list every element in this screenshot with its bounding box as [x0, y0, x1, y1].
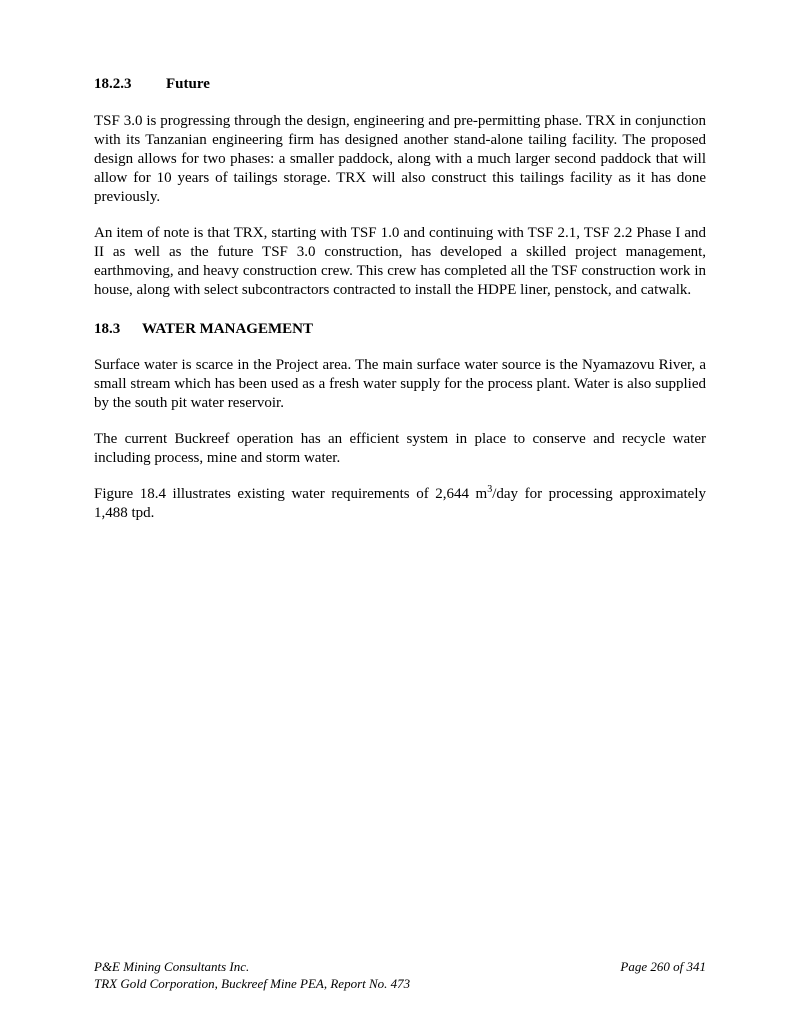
- document-body: [94, 74, 706, 523]
- footer-top-row: [94, 958, 706, 975]
- paragraph-buckreef-operation: The current Buckreef operation has an efficient system in place to conserve and recycle water including process, mine and storm water.: [94, 431, 706, 466]
- paragraph-water-requirements: [94, 485, 706, 523]
- cubic-superscript: 3: [487, 484, 493, 495]
- section-title: WATER MANAGEMENT: [142, 321, 313, 337]
- footer-report: TRX Gold Corporation, Buckreef Mine PEA, Report No. 473: [94, 976, 411, 991]
- paragraph-text-after: /day for processing approximately 1,488 tpd.: [94, 486, 706, 521]
- footer-company: P&E Mining Consultants Inc.: [94, 959, 250, 974]
- paragraph-tsf-3: TSF 3.0 is progressing through the design, engineering and pre-permitting phase. TRX in conjunction with its Tanzanian engineering firm has designed another stand-alone tailing facility. The proposed design allows for two phases: a smaller paddock, along with a much larger second paddock that will allow for 10 years of tailings storage. TRX will also construct this tailings facility as it has done previously.: [94, 113, 706, 205]
- section-number: 18.3: [94, 321, 121, 337]
- paragraph-construction-crew: An item of note is that TRX, starting with TSF 1.0 and continuing with TSF 2.1, TSF 2.2 Phase I and II as well as the future TSF 3.0 construction, has developed a skilled project management, earthmoving, and heavy construction crew. This crew has completed all the TSF construction work in house, along with select subcontractors contracted to install the HDPE liner, penstock, and catwalk.: [94, 225, 706, 298]
- paragraph-surface-water: Surface water is scarce in the Project area. The main surface water source is the Nyamazovu River, a small stream which has been used as a fresh water supply for the process plant. Water is also supplied by the south pit water reservoir.: [94, 357, 706, 411]
- section-title: Future: [166, 76, 210, 92]
- footer-page-number: Page 260 of 341: [620, 959, 706, 974]
- section-heading-future: [94, 74, 706, 94]
- paragraph-text-before: Figure 18.4 illustrates existing water requirements of 2,644 m: [94, 486, 488, 502]
- section-heading-water-management: [94, 319, 706, 339]
- section-number: 18.2.3: [94, 76, 132, 92]
- page-footer: [94, 958, 706, 992]
